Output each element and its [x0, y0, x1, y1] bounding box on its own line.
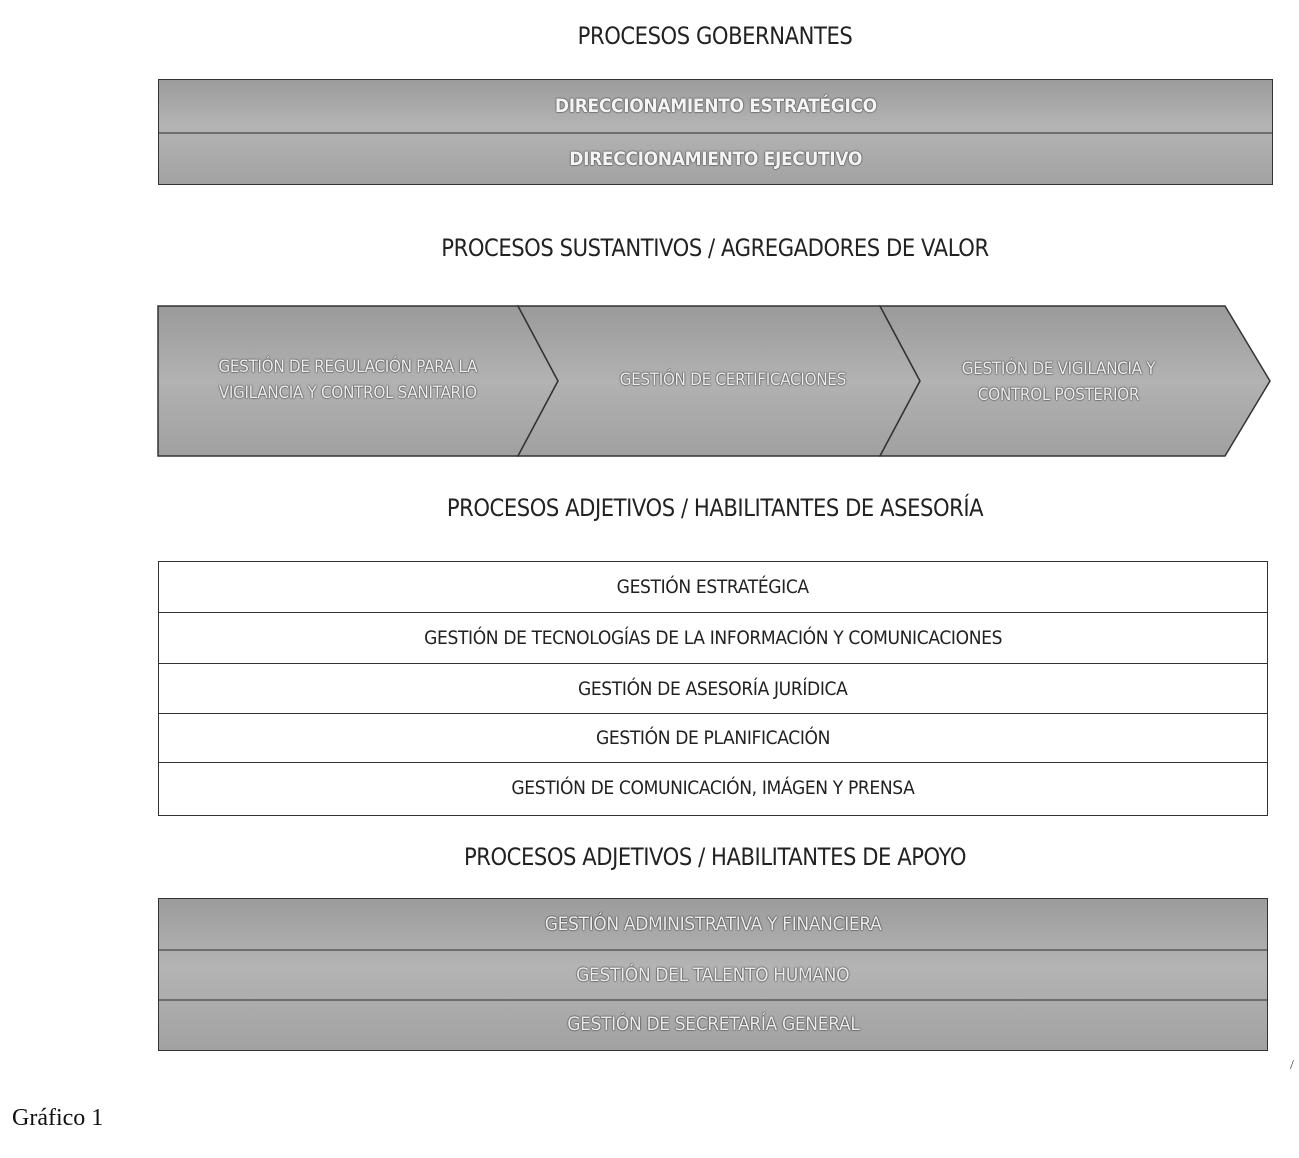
apoyo-band — [158, 898, 1268, 1051]
heading-asesoria: PROCESOS ADJETIVOS / HABILITANTES DE ASESORÍA — [446, 494, 984, 522]
heading-apoyo: PROCESOS ADJETIVOS / HABILITANTES DE APOYO — [463, 843, 967, 871]
asesoria-row: GESTIÓN DE PLANIFICACIÓN — [159, 713, 1267, 762]
apoyo-row: GESTIÓN ADMINISTRATIVA Y FINANCIERA — [544, 913, 882, 935]
asesoria-row: GESTIÓN DE ASESORÍA JURÍDICA — [159, 663, 1267, 713]
figure-caption: Gráfico 1 — [12, 1105, 104, 1131]
chevron-label-2: GESTIÓN DE CERTIFICACIONES — [619, 370, 846, 390]
gobernantes-row: DIRECCIONAMIENTO ESTRATÉGICO — [554, 95, 877, 117]
heading-gobernantes: PROCESOS GOBERNANTES — [577, 22, 853, 50]
apoyo-row: GESTIÓN DE SECRETARÍA GENERAL — [159, 999, 1267, 1047]
chevron-label-3: GESTIÓN DE VIGILANCIA Y CONTROL POSTERIOR — [961, 359, 1155, 405]
scan-mark: / — [1290, 1058, 1294, 1073]
chevron-label-1: GESTIÓN DE REGULACIÓN PARA LA VIGILANCIA Y CONTROL SANITARIO — [218, 357, 478, 403]
gobernantes-row: DIRECCIONAMIENTO EJECUTIVO — [159, 132, 1272, 183]
apoyo-row: GESTIÓN DEL TALENTO HUMANO — [159, 949, 1267, 999]
asesoria-row: GESTIÓN DE TECNOLOGÍAS DE LA INFORMACIÓN Y COMUNICACIONES — [159, 612, 1267, 663]
asesoria-row: GESTIÓN DE COMUNICACIÓN, IMÁGEN Y PRENSA — [159, 762, 1267, 812]
heading-sustantivos: PROCESOS SUSTANTIVOS / AGREGADORES DE VALOR — [441, 234, 989, 262]
asesoria-row: GESTIÓN ESTRATÉGICA — [616, 576, 810, 598]
asesoria-band — [158, 561, 1268, 816]
